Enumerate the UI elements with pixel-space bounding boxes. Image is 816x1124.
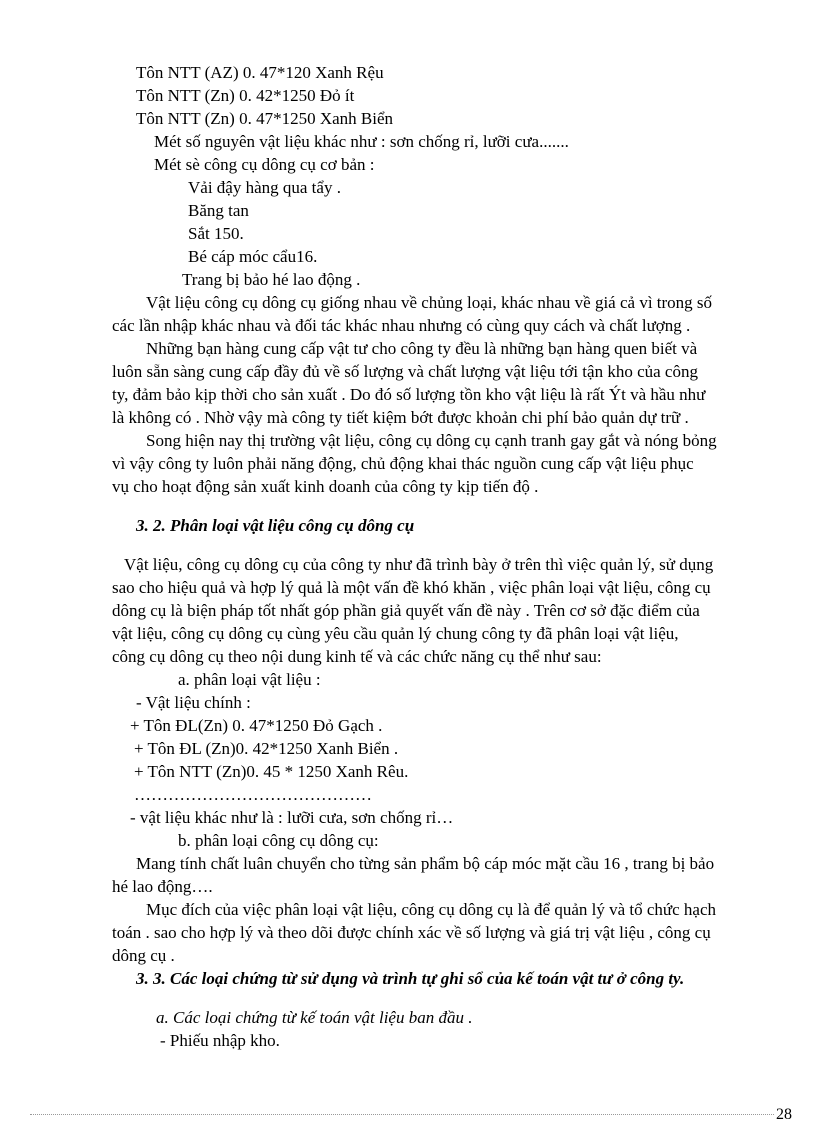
list-item: - Vật liệu chính : [136,693,251,712]
list-item: + Tôn ĐL(Zn) 0. 47*1250 Đỏ Gạch . [130,716,383,735]
list-item: …………………………………… [134,785,372,804]
text-line: Tôn NTT (AZ) 0. 47*120 Xanh Rệu [136,63,384,82]
text-line: dông cụ là biện pháp tốt nhất góp phần giả quyết vấn đề này . Trên cơ sở đặc điểm của [112,601,700,620]
text-line: hé lao động…. [112,877,213,896]
page-number: 28 [776,1106,792,1123]
text-line: Tôn NTT (Zn) 0. 42*1250 Đỏ ít [136,86,355,105]
text-line: Mét số nguyên vật liệu khác như : sơn chống rỉ, lưỡi cưa....... [154,132,569,151]
text-line: các lần nhập khác nhau và đối tác khác nhau nhưng có cùng quy cách và chất lượng . [112,316,691,335]
text-line: toán . sao cho hợp lý và theo dõi được chính xác về số lượng và giá trị vật liệu , công cụ [112,923,711,942]
list-item: + Tôn ĐL (Zn)0. 42*1250 Xanh Biển . [134,739,399,758]
list-item: + Tôn NTT (Zn)0. 45 * 1250 Xanh Rêu. [134,762,409,781]
list-item: Sắt 150. [188,224,244,243]
text-line: vì vậy công ty luôn phải năng động, chủ động khai thác nguồn cung cấp vật liệu phục [112,454,694,473]
list-item: Bé cáp móc cẩu16. [188,247,318,266]
text-line: Tôn NTT (Zn) 0. 47*1250 Xanh Biển [136,109,394,128]
text-line: ty, đảm bảo kịp thời cho sản xuất . Do đó số lượng tồn kho vật liệu là rất Ýt và hầu như [112,385,706,404]
text-line: công cụ dông cụ theo nội dung kinh tế và các chức năng cụ thể như sau: [112,647,602,666]
text-line: sao cho hiệu quả và hợp lý quả là một vấn đề khó khăn , việc phân loại vật liệu, công cụ [112,578,711,597]
text-line: dông cụ . [112,946,175,965]
text-line: vật liệu, công cụ dông cụ cùng yêu cầu quản lý chung công ty đã phân loại vật liệu, [112,624,679,643]
text-line: Vật liệu, công cụ dông cụ của công ty như đã trình bày ở trên thì việc quản lý, sử dụng [124,555,714,574]
list-item: Băng tan [188,201,249,220]
text-line: Mục đích của việc phân loại vật liệu, công cụ dông cụ là để quản lý và tổ chức hạch [146,900,717,919]
list-item: - Phiếu nhập kho. [160,1031,280,1050]
text-line: Song hiện nay thị trường vật liệu, công cụ dông cụ cạnh tranh gay gắt và nóng bỏng [146,431,717,450]
footer-divider [30,1114,786,1115]
text-line: b. phân loại công cụ dông cụ: [178,831,379,850]
section-heading: 3. 2. Phân loại vật liệu công cụ dông cụ [136,516,415,535]
list-item: Trang bị bảo hé lao động . [182,270,361,289]
list-item: - vật liệu khác như là : lưỡi cưa, sơn chống rỉ… [130,808,454,827]
text-line: Vật liệu công cụ dông cụ giống nhau về chủng loại, khác nhau về giá cả vì trong số [146,293,713,312]
text-line: Mét sè công cụ dông cụ cơ bản : [154,155,375,174]
section-heading: 3. 3. Các loại chứng từ sử dụng và trình tự ghi sổ của kế toán vật tư ở công ty. [136,969,685,988]
text-line: Mang tính chất luân chuyển cho từng sản phẩm bộ cáp móc mặt cầu 16 , trang bị bảo [136,854,715,873]
text-line: a. phân loại vật liệu : [178,670,321,689]
text-line: luôn sẵn sàng cung cấp đầy đủ về số lượng và chất lượng vật liệu tới tận kho của công [112,362,698,381]
text-line: vụ cho hoạt động sản xuất kinh doanh của công ty kịp tiến độ . [112,477,539,496]
text-line: Những bạn hàng cung cấp vật tư cho công ty đều là những bạn hàng quen biết và [146,339,698,358]
subsection-heading: a. Các loại chứng từ kế toán vật liệu ban đầu . [156,1008,473,1027]
text-line: là không có . Nhờ vậy mà công ty tiết kiệm bớt được khoản chi phí bảo quản dự trữ . [112,408,689,427]
list-item: Vải đậy hàng qua tẩy . [188,178,341,197]
